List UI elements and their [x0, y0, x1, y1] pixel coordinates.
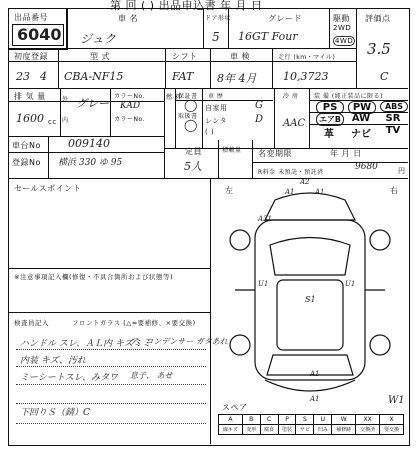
registration-label: 登録No	[12, 158, 41, 167]
damage-mark: A2	[300, 178, 310, 186]
row-divider	[309, 112, 408, 113]
legend-code: U	[314, 415, 332, 425]
legend-meaning: 腐食	[260, 425, 278, 435]
notes-label: ※注意事項記入欄(修復・不具合箇所および状態等)	[14, 273, 174, 281]
capacity-value: 5人	[184, 160, 202, 173]
damage-mark: S1	[305, 295, 316, 304]
front-left-wheel	[230, 230, 250, 250]
history-self-value: G	[255, 100, 263, 111]
dotted-line	[16, 423, 206, 424]
recycle-label: R料金 未預託・預託済	[258, 169, 324, 176]
color-code-value: KAD	[120, 101, 141, 111]
rear-bumper	[265, 380, 355, 391]
drive-4wd: 4WD	[335, 37, 354, 45]
legend-meaning: 交換済	[356, 425, 380, 435]
score-label: 評価点	[365, 14, 391, 23]
equipment-item: PS	[316, 101, 344, 114]
legend-meaning: 線キズ	[219, 425, 243, 435]
legend-meaning: 補修跡	[332, 425, 356, 435]
car-name-label: 車 名	[118, 14, 139, 23]
divider	[210, 48, 211, 88]
grade-value: 16GT Four	[238, 30, 298, 43]
row-divider	[8, 268, 210, 269]
recycle-value: 9680	[355, 162, 378, 172]
divider	[66, 8, 67, 48]
shift-label: シフト	[172, 52, 198, 61]
dotted-line	[16, 366, 206, 367]
inspector-label: 検査員記入	[14, 319, 49, 327]
fuel-label: 燃 料	[166, 94, 182, 101]
color-code-label: カラーNo.	[114, 93, 145, 100]
damage-legend-table	[218, 414, 404, 435]
damage-mark: A1	[310, 370, 320, 378]
divider	[202, 88, 203, 148]
divider	[48, 136, 49, 178]
lot-number-label: 出品番号	[14, 13, 48, 22]
color-inner-label: 内	[62, 117, 69, 124]
damage-mark: U1	[345, 280, 356, 288]
glass-label: フロントガラス (△=要補修、×要交換)	[72, 319, 196, 327]
damage-mark: A1	[315, 188, 325, 196]
divider	[309, 88, 310, 148]
sales-point-label: セールスポイント	[14, 184, 82, 193]
dotted-line	[16, 349, 206, 350]
row-divider	[8, 48, 356, 49]
inspection-label: 車 検	[230, 52, 251, 61]
mileage-value: 10,3723	[283, 70, 329, 83]
drive-2wd: 2WD	[333, 24, 352, 32]
rear-left-wheel	[230, 335, 250, 355]
door-label: ドア形状	[205, 15, 231, 22]
recycle-unit: 円	[398, 167, 406, 175]
divider	[218, 140, 219, 178]
inspector-note: ミーシートスレ、みタワ	[20, 373, 119, 383]
equipment-item: エアB	[316, 113, 344, 126]
row-divider	[8, 178, 408, 179]
registration-value: 横浜 330 ゆ 95	[58, 158, 123, 168]
dotted-line	[16, 384, 206, 385]
spare-label: スペア	[222, 403, 248, 412]
row-divider	[8, 61, 356, 62]
divider	[210, 178, 211, 444]
chassis-number-value: 009140	[68, 137, 110, 150]
windshield	[270, 238, 350, 276]
legend-meaning: 要交換	[380, 425, 404, 435]
divider	[175, 88, 176, 148]
grade-label: グレード	[268, 14, 302, 23]
divider	[203, 8, 204, 48]
damage-mark: W1	[388, 395, 405, 406]
inspector-note: ハンドル スレ、ＡＬ内 キズミミ	[20, 339, 151, 349]
divider	[228, 8, 229, 48]
legend-code: W	[332, 415, 356, 425]
first-reg-label: 初度登録	[14, 52, 48, 61]
car-name-value: ジュク	[80, 32, 116, 46]
equipment-item: TV	[385, 125, 401, 136]
mileage-label: 走行 (km・マイル)	[278, 54, 336, 61]
damage-mark: A1	[285, 188, 295, 196]
displacement-label: 排 気 量	[14, 92, 46, 101]
color-outer-value: グレー	[76, 97, 109, 110]
load-label: 積載量	[222, 147, 242, 154]
divider	[110, 88, 111, 136]
legend-meaning: 塗装	[278, 425, 296, 435]
name-change-date: 年 月 日	[330, 149, 362, 158]
divider	[329, 8, 330, 48]
warranty-label: 保証書	[178, 93, 198, 100]
divider	[165, 48, 166, 88]
divider	[272, 48, 273, 88]
row-divider	[8, 152, 164, 153]
drive-label: 駆動	[333, 14, 350, 23]
inspector-note: 下回りＳ（錆）C	[20, 408, 90, 418]
row-divider	[309, 124, 408, 125]
legend-code: A	[219, 415, 243, 425]
hood-outline	[265, 193, 355, 220]
legend-code: P	[278, 415, 296, 425]
inspector-note: ア、コンデンサー ガタあれ	[130, 337, 228, 346]
row-divider	[252, 162, 408, 163]
document-header: 第 回 ( ) 出品申込書 年 月 日	[110, 0, 263, 12]
divider	[274, 88, 275, 148]
row-divider	[8, 88, 408, 89]
history-rental-value: D	[255, 114, 264, 125]
row-divider	[8, 312, 210, 313]
chassis-number-label: 車台No	[12, 141, 41, 150]
color-outer-label: 外	[62, 96, 69, 103]
legend-code: XX	[356, 415, 380, 425]
equipment-item: AW	[351, 113, 371, 124]
inspector-note: 内装 キズ、汚れ	[20, 356, 86, 366]
history-rental-label: レンタ	[205, 117, 228, 125]
diagram-left-label: 左	[225, 186, 234, 195]
divider	[164, 88, 165, 178]
divider	[58, 48, 59, 88]
diagram-right-label: 右	[390, 186, 399, 195]
capacity-label: 定員	[185, 147, 202, 156]
equipment-item: SR	[385, 113, 401, 124]
legend-code: X	[380, 415, 404, 425]
equipment-label: 装 備 (純正装品に限る)	[314, 93, 383, 100]
damage-mark: A31	[258, 215, 272, 223]
damage-mark: A1	[310, 395, 320, 403]
divider	[356, 8, 357, 88]
color-code2-label: カラーNo.	[114, 116, 145, 123]
rear-right-wheel	[370, 335, 390, 355]
shift-value: FAT	[172, 70, 194, 83]
roof	[277, 280, 343, 350]
legend-code: S	[296, 415, 314, 425]
manual-label: 取扱書	[178, 113, 198, 120]
row-divider	[175, 100, 273, 101]
legend-meaning: 変形	[242, 425, 260, 435]
ac-value: AAC	[283, 118, 306, 129]
legend-meaning: サビ	[296, 425, 314, 435]
equipment-item: ナビ	[351, 129, 371, 140]
divider	[60, 88, 61, 136]
inspector-note: 息子、 あせ	[130, 371, 173, 380]
first-reg-year: 23	[16, 70, 30, 83]
equipment-item: 革	[324, 129, 334, 140]
legend-code: B	[242, 415, 260, 425]
model-value: CBA-NF15	[64, 70, 124, 83]
name-change-label: 名変期限	[258, 149, 292, 158]
first-reg-month: 4	[40, 70, 47, 83]
interior-score-value: C	[380, 70, 389, 83]
ac-label: 冷 房	[283, 93, 299, 100]
front-right-wheel	[370, 230, 390, 250]
history-self-label: 自家用	[205, 104, 228, 112]
displacement-value: 1600	[16, 112, 44, 125]
row-divider	[309, 100, 408, 101]
model-label: 型 式	[90, 52, 111, 61]
history-label: 車 歴	[208, 93, 224, 100]
divider	[252, 140, 253, 178]
door-value: 5	[212, 30, 220, 44]
displacement-unit: cc	[48, 118, 57, 126]
lot-number-value: 6040	[17, 25, 62, 44]
equipment-item: ABS	[380, 101, 408, 112]
history-parens: ( )	[205, 128, 215, 136]
manual-mark: ◯	[184, 118, 198, 132]
warranty-mark: ◯	[184, 98, 198, 112]
dotted-line	[16, 403, 206, 404]
legend-meaning: 凹み	[314, 425, 332, 435]
score-value: 3.5	[367, 40, 391, 58]
legend-code: C	[260, 415, 278, 425]
equipment-item: PW	[348, 101, 376, 114]
inspection-value: 8年 4月	[217, 72, 257, 85]
damage-mark: U1	[258, 280, 269, 288]
